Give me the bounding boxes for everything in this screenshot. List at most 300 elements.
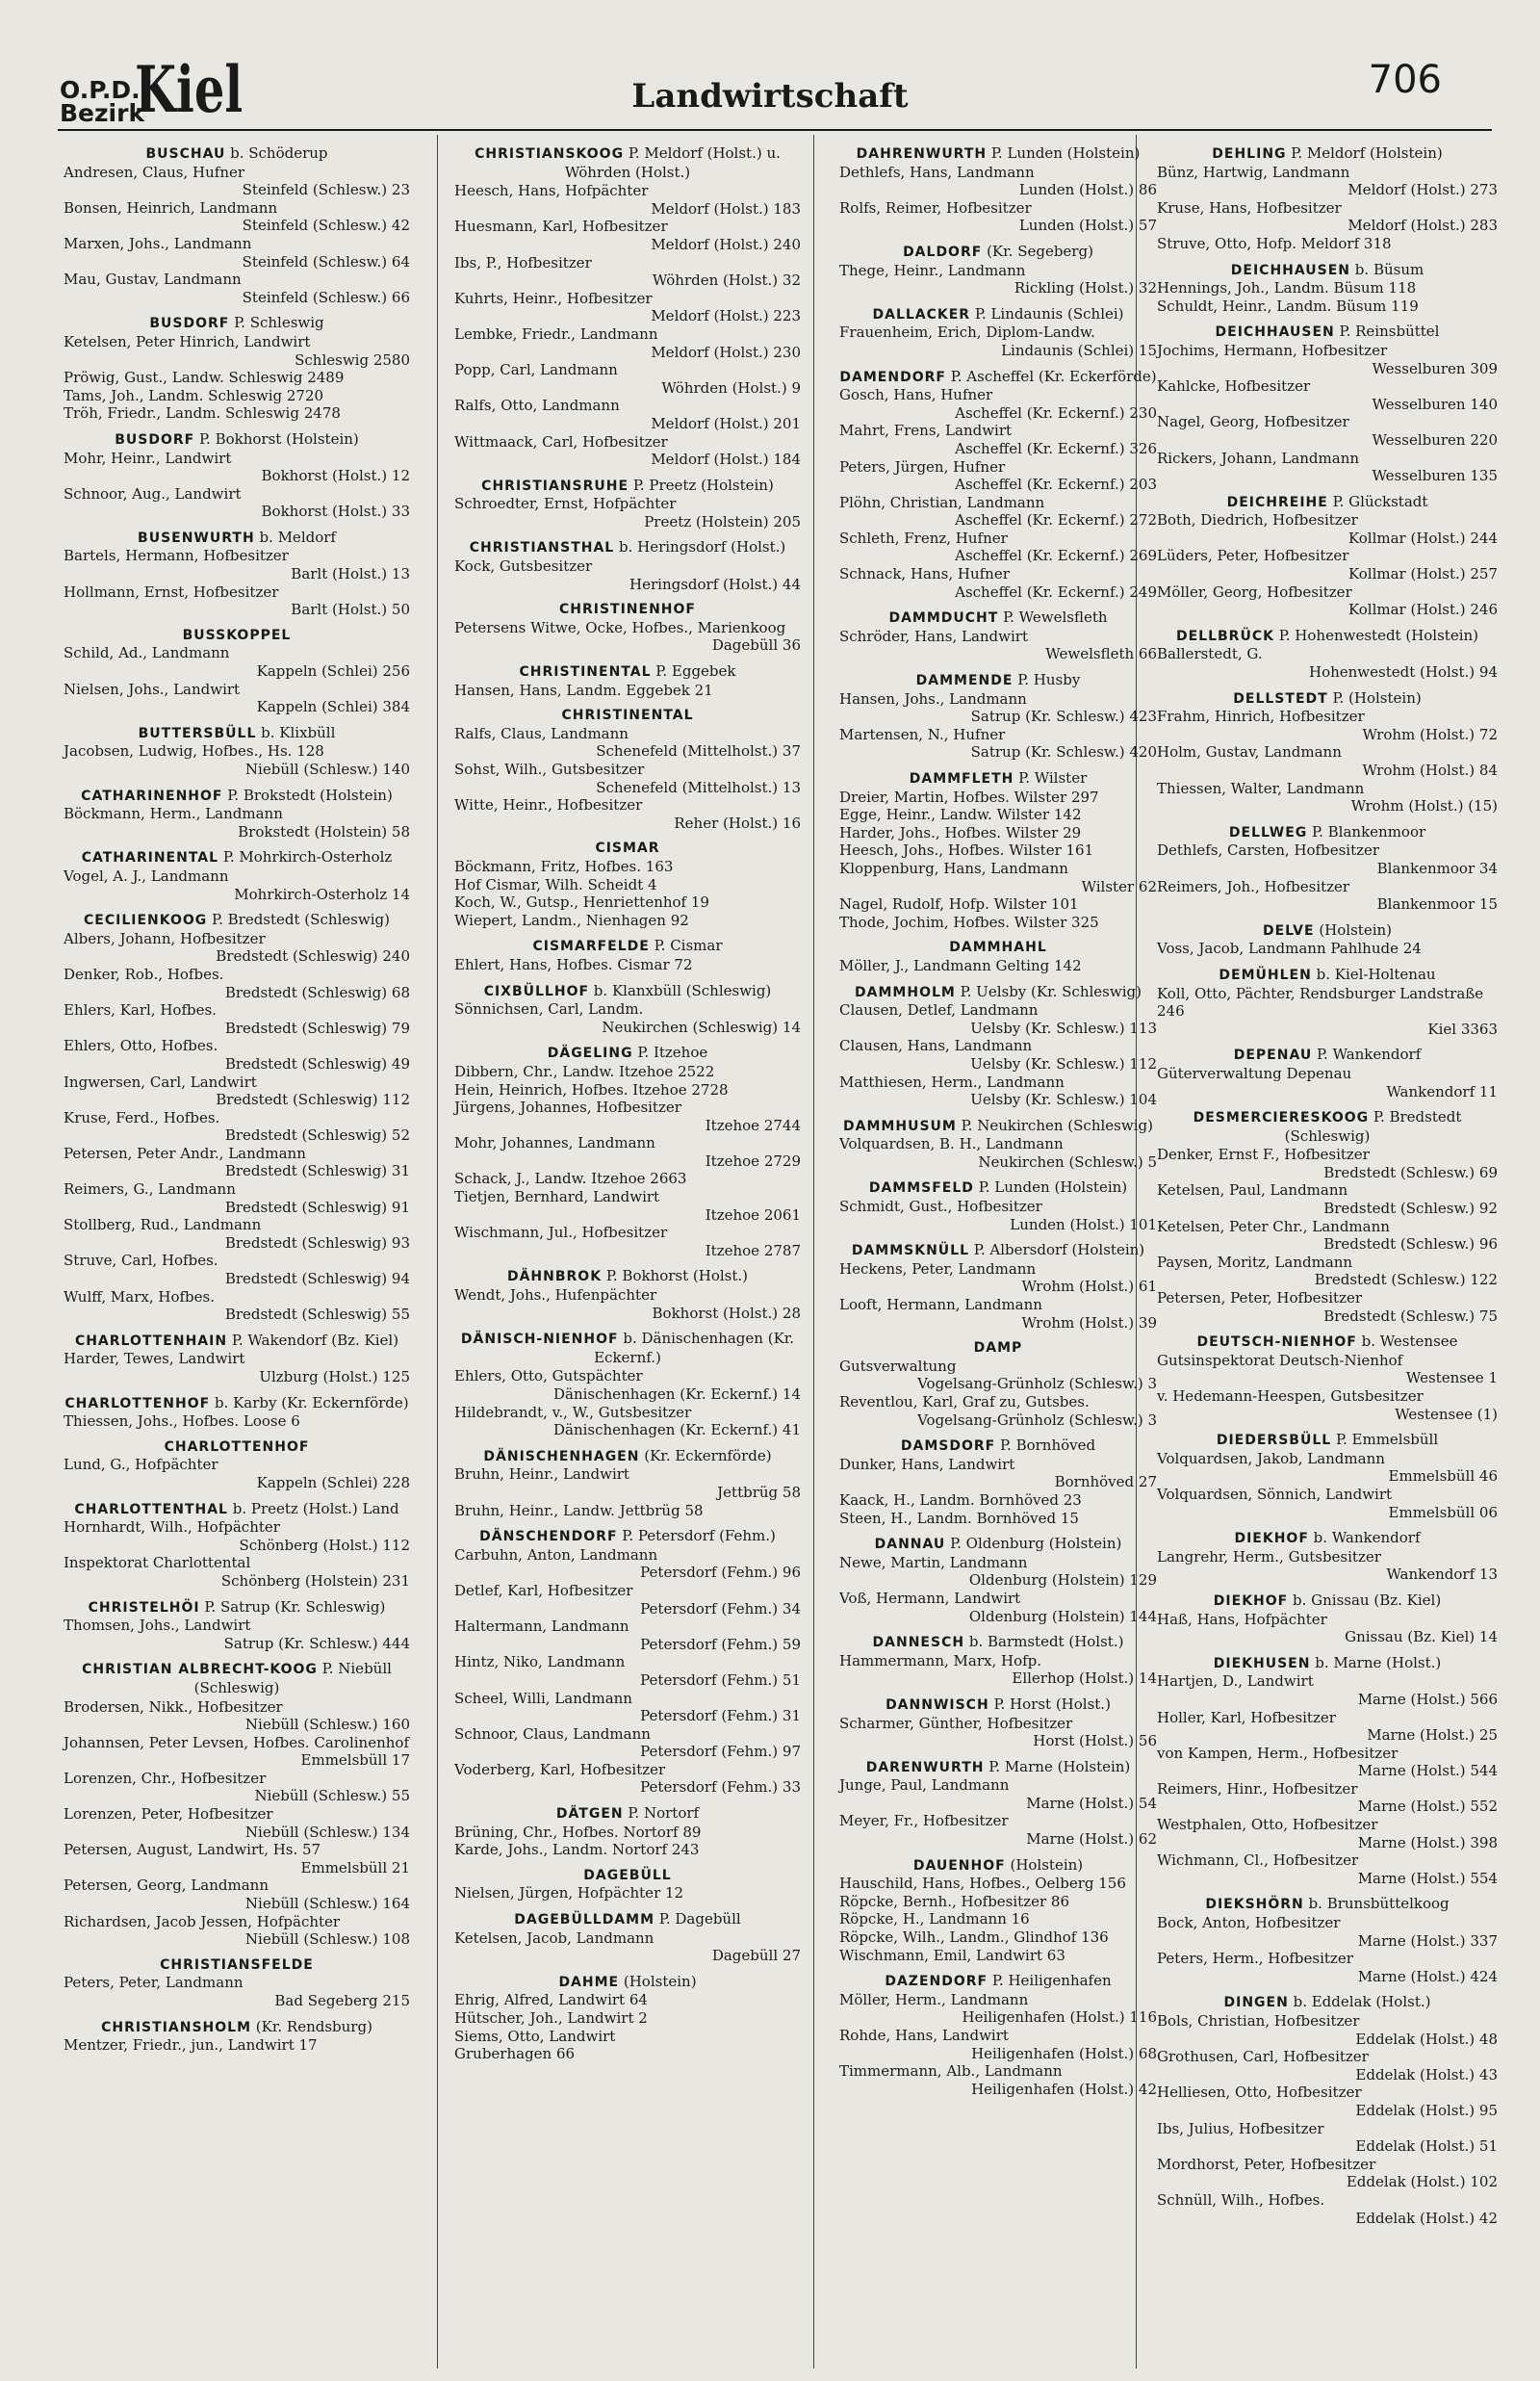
place-heading [454,1973,801,1992]
place-postal-note: b. Meldorf [254,528,336,546]
entry-name-line: Reimers, G., Landmann [64,1180,236,1199]
place-name: CHRISTELHÖI [88,1599,200,1616]
directory-entry [839,1554,1157,1590]
entry-phone-line: Niebüll (Schlesw.) 164 [244,1895,410,1913]
directory-entry [1157,377,1498,413]
entry-phone-line: Lunden (Holst.) 86 [1018,181,1157,199]
directory-entry [454,1063,801,1081]
entry-name-line: Heckens, Peter, Landmann [839,1259,1037,1278]
directory-entry [64,1770,410,1805]
place-heading [839,1695,1157,1715]
place-heading [1157,1529,1498,1548]
place-postal-note: P. Blankenmoor [1307,822,1426,841]
directory-entry [454,1546,801,1582]
directory-entry [1157,1352,1498,1387]
entry-name-line: Koch, W., Gutsp., Henriettenhof 19 [454,893,709,912]
entry-phone-line: Itzehoe 2061 [705,1205,801,1224]
entry-name-line: Timmermann, Alb., Landmann [839,2062,1063,2081]
place-name: DEICHHAUSEN [1230,262,1351,278]
directory-entry [839,1590,1157,1625]
place-postal-note: P. Ascheffel (Kr. Eckerförde) [945,367,1157,385]
place-name: DEHLING [1212,146,1287,162]
place-name: CHRISTINENHOF [558,602,696,618]
entry-phone-line: Emmelsbüll 21 [300,1858,410,1876]
entry-name-line: Frahm, Hinrich, Hofbesitzer [1157,708,1365,726]
directory-entry [1157,1672,1498,1708]
entry-phone-line: Kappeln (Schlei) 256 [256,662,410,681]
place-name: DAMMHAHL [949,940,1047,956]
directory-entry [1157,1816,1498,1851]
place-postal-note: P. Wewelsfleth [998,608,1108,627]
directory-entry [1157,164,1498,199]
directory-entry [64,404,410,423]
directory-entry [64,1037,410,1073]
entry-phone-line: Ascheffel (Kr. Eckernf.) 269 [955,547,1157,565]
place-postal-note: b. Gnissau (Bz. Kiel) [1288,1591,1442,1609]
entry-phone-line: Bad Segeberg 215 [274,1992,410,2009]
directory-entry [839,1875,1157,1893]
place-name: DIEKHOF [1234,1531,1309,1547]
entry-phone-line: Bokhorst (Holst.) 33 [261,503,410,521]
place-name: CHRISTIANSFELDE [160,1956,314,1973]
place-name: CHRISTIANSTHAL [469,540,615,556]
directory-entry [454,761,801,796]
directory-entry [839,860,1157,895]
entry-name-line: Tröh, Friedr., Landm. Schleswig 2478 [64,404,341,423]
entry-name-line: Dreier, Martin, Hofbes. Wilster 297 [839,788,1099,806]
place-postal-note: (Holstein) [1314,920,1393,939]
entry-name-line: Ketelsen, Peter Hinrich, Landwirt [64,332,311,350]
entry-phone-line: Blankenmoor 34 [1376,859,1498,877]
directory-entry [454,1884,801,1902]
place-name: DAHRENWURTH [856,146,988,162]
place-name: DAMMHOLM [855,984,956,1000]
directory-entry [454,1170,801,1188]
entry-name-line: Mohr, Heinr., Landwirt [64,449,232,467]
entry-name-line: Koll, Otto, Pächter, Rendsburger Landstraße 246 [1157,984,1484,1021]
directory-entry [64,1456,410,1491]
entry-phone-line: Meldorf (Holst.) 183 [651,199,801,218]
place-name: DAMMFLETH [909,771,1014,787]
entry-phone-line: Eddelak (Holst.) 102 [1346,2173,1498,2191]
place-heading [1157,323,1498,342]
place-name: DAMMSKNÜLL [851,1243,970,1259]
directory-entry [64,235,410,271]
place-heading [454,662,801,682]
entry-name-line: Meyer, Fr., Hofbesitzer [839,1812,1009,1830]
place-postal-note: (Kr. Eckernförde) [639,1446,772,1464]
directory-entry [839,789,1157,807]
place-name: DAMMDUCHT [888,610,999,627]
entry-name-line: Schnoor, Claus, Landmann [454,1724,651,1743]
directory-entry [1157,583,1498,619]
entry-name-line: Ehlers, Karl, Hofbes. [64,1001,217,1020]
directory-entry [1157,1218,1498,1254]
place-heading [64,787,410,806]
directory-entry [1157,511,1498,547]
place-postal-note: P. Cismar [649,937,723,955]
place-name: DARENWURTH [865,1759,985,1775]
place-name: CHARLOTTENHAIN [74,1333,228,1349]
place-name: DAUENHOF [912,1857,1006,1874]
entry-name-line: Holm, Gustav, Landmann [1157,743,1342,762]
directory-entry [1157,342,1498,377]
entry-phone-line: Petersdorf (Fehm.) 96 [640,1564,801,1582]
entry-phone-line: Bredstedt (Schleswig) 79 [224,1019,410,1037]
entry-phone-line: Petersdorf (Fehm.) 34 [640,1599,801,1618]
opd-label: O.P.D. [60,76,141,104]
directory-entry [454,254,801,290]
entry-phone-line: Wewelsfleth 66 [1045,645,1157,663]
place-name: DAMMSFELD [868,1180,974,1197]
entry-name-line: Böckmann, Herm., Landmann [64,805,283,823]
place-postal-note: b. Dänischenhagen (Kr. Eckernf.) [594,1330,795,1366]
place-heading [1157,627,1498,646]
entry-phone-line: Kappeln (Schlei) 384 [256,698,410,716]
entry-name-line: Nagel, Georg, Hofbesitzer [1157,413,1349,431]
entry-name-line: Schild, Ad., Landmann [64,644,230,662]
entry-name-line: Sohst, Wilh., Gutsbesitzer [454,761,645,778]
entry-name-line: Wischmann, Emil, Landwirt 63 [839,1946,1065,1964]
entry-name-line: Heesch, Hans, Hofpächter [454,182,649,200]
entry-phone-line: Ellerhop (Holst.) 14 [1012,1669,1157,1688]
place-name: BUSDORF [115,431,195,448]
entry-name-line: Haß, Hans, Hofpächter [1157,1610,1327,1628]
place-postal-note: b. Klixbüll [256,723,336,741]
place-heading [1157,261,1498,280]
entry-phone-line: Meldorf (Holst.) 230 [651,343,801,361]
entry-phone-line: Marne (Holst.) 398 [1357,1833,1498,1851]
place-heading [839,144,1157,164]
entry-phone-line: Petersdorf (Fehm.) 59 [640,1635,801,1653]
entry-name-line: Lüders, Peter, Hofbesitzer [1157,547,1349,565]
place-name: CHRISTIANSHOLM [101,2019,252,2035]
entry-phone-line: Emmelsbüll 46 [1388,1467,1498,1486]
place-postal-note: b. Brunsbüttelkoog [1303,1895,1450,1913]
entry-phone-line: Meldorf (Holst.) 273 [1348,181,1498,199]
place-postal-note: (Kr. Segeberg) [982,242,1093,260]
entry-name-line: Struve, Carl, Hofbes. [64,1252,218,1270]
directory-entry [64,1698,410,1734]
directory-entry [839,1001,1157,1037]
directory-entry [839,1910,1157,1928]
entry-name-line: Möller, J., Landmann Gelting 142 [839,956,1082,974]
entry-name-line: Ehlers, Otto, Gutspächter [454,1367,643,1385]
place-heading [454,477,801,496]
directory-entry [454,1465,801,1501]
entry-phone-line: Dagebüll 36 [711,636,801,655]
directory-entry [1157,1387,1498,1423]
place-heading [839,1535,1157,1554]
directory-entry [454,1134,801,1170]
place-postal-note: P. Meldorf (Holstein) [1286,144,1443,162]
place-postal-note: P. Lunden (Holstein) [973,1178,1128,1197]
directory-entry [64,1180,410,1216]
directory-entry [839,628,1157,663]
entry-phone-line: Steinfeld (Schlesw.) 64 [242,252,410,271]
place-name: DEICHREIHE [1226,494,1328,510]
directory-entry [64,1876,410,1912]
entry-name-line: Mohr, Johannes, Landmann [454,1134,655,1152]
entry-phone-line: Heiligenhafen (Holst.) 68 [971,2044,1157,2062]
entry-name-line: Bruhn, Heinr., Landw. Jettbrüg 58 [454,1501,704,1519]
directory-entry [454,725,801,761]
directory-entry [64,1350,410,1385]
directory-entry [64,1109,410,1145]
entry-name-line: Kock, Gutsbesitzer [454,557,593,576]
entry-name-line: Schroedter, Ernst, Hofpächter [454,495,677,513]
entry-name-line: Scheel, Willi, Landmann [454,1689,632,1707]
page-header [0,0,1540,135]
place-heading [454,601,801,619]
entry-name-line: Dethlefs, Hans, Landmann [839,163,1035,181]
entry-name-line: Harder, Johs., Hofbes. Wilster 29 [839,823,1082,841]
entry-phone-line: Marne (Holst.) 25 [1367,1726,1498,1745]
entry-phone-line: Eddelak (Holst.) 48 [1355,2030,1498,2048]
entry-phone-line: Uelsby (Kr. Schlesw.) 104 [970,1091,1157,1109]
entry-name-line: Voderberg, Karl, Hofbesitzer [454,1760,666,1778]
entry-name-line: Hansen, Hans, Landm. Eggebek 21 [454,681,713,699]
place-postal-note: P. Wakendorf (Bz. Kiel) [227,1331,399,1349]
entry-phone-line: Uelsby (Kr. Schlesw.) 112 [970,1054,1157,1073]
directory-entry [64,1805,410,1841]
directory-entry [454,912,801,930]
place-heading [839,1117,1157,1136]
place-postal-note: P. Bornhöved [995,1436,1096,1455]
place-heading [64,848,410,867]
entry-name-line: Lund, G., Hofpächter [64,1456,218,1474]
place-heading [454,840,801,858]
entry-phone-line: Bredstedt (Schleswig) 112 [216,1091,410,1109]
directory-entry [64,450,410,485]
place-heading [1157,966,1498,985]
entry-name-line: Clausen, Detlef, Landmann [839,1001,1039,1020]
entry-phone-line: Bokhorst (Holst.) 12 [261,467,410,485]
directory-entry [839,1135,1157,1171]
place-heading [1157,921,1498,941]
directory-entry [1157,1450,1498,1486]
directory-entry [454,433,801,469]
directory-entry [454,397,801,432]
entry-name-line: Kaack, H., Landm. Bornhöved 23 [839,1490,1082,1509]
entry-name-line: Volquardsen, B. H., Landmann [839,1135,1064,1153]
entry-phone-line: Niebüll (Schlesw.) 55 [254,1787,410,1805]
entry-name-line: Ehlers, Otto, Hofbes. [64,1037,218,1055]
entry-name-line: Schmidt, Gust., Hofbesitzer [839,1198,1042,1216]
entry-name-line: Röpcke, H., Landmann 16 [839,1910,1030,1928]
entry-name-line: Bols, Christian, Hofbesitzer [1157,2012,1360,2030]
entry-name-line: Plöhn, Christian, Landmann [839,493,1045,511]
directory-entry [454,182,801,218]
place-heading [64,430,410,450]
directory-entry [1157,1914,1498,1950]
place-postal-note: P. Bredstedt (Schleswig) [207,911,390,929]
directory-entry [1157,1289,1498,1325]
place-name: CISMARFELDE [532,939,650,955]
entry-name-line: Bünz, Hartwig, Landmann [1157,163,1350,181]
directory-entry [454,1367,801,1403]
entry-phone-line: Itzehoe 2729 [705,1152,801,1170]
entry-name-line: Wittmaack, Carl, Hofbesitzer [454,432,668,451]
directory-column-3 [839,137,1157,2098]
place-postal-note: (Kr. Rendsburg) [251,2017,372,2035]
entry-name-line: Lorenzen, Peter, Hofbesitzer [64,1805,273,1824]
header-rule [58,129,1492,131]
directory-entry [454,1099,801,1134]
entry-phone-line: Brokstedt (Holstein) 58 [238,822,410,841]
entry-phone-line: Horst (Holst.) 56 [1033,1732,1157,1750]
directory-entry [454,325,801,361]
entry-phone-line: Wöhrden (Holst.) 9 [661,378,801,397]
entry-phone-line: Marne (Holst.) 552 [1357,1798,1498,1816]
place-heading [839,1339,1157,1358]
directory-entry [1157,1745,1498,1780]
place-postal-note: P. Husby [1013,671,1081,689]
directory-entry [454,218,801,253]
directory-entry [454,1000,801,1036]
entry-name-line: Both, Diedrich, Hofbesitzer [1157,511,1358,530]
directory-entry [1157,199,1498,235]
directory-entry [454,956,801,974]
entry-phone-line: Meldorf (Holst.) 283 [1348,217,1498,235]
entry-phone-line: Wöhrden (Holst.) 32 [652,272,801,290]
entry-phone-line: Wrohm (Holst.) 72 [1362,725,1498,743]
entry-name-line: Witte, Heinr., Hofbesitzer [454,796,643,815]
place-postal-note: P. Mohrkirch-Osterholz [218,848,393,867]
place-heading [1157,823,1498,842]
place-heading [454,1867,801,1885]
place-heading [839,1241,1157,1260]
place-postal-note: P. Lunden (Holstein) [987,144,1141,162]
entry-phone-line: Schenefeld (Mittelholst.) 37 [596,742,801,761]
directory-entry [839,824,1157,842]
place-name: DALLACKER [872,306,971,323]
directory-entry [1157,1851,1498,1887]
place-heading [1157,493,1498,512]
directory-entry [64,1288,410,1324]
entry-name-line: Röpcke, Wilh., Landm., Glindhof 136 [839,1928,1109,1947]
place-name: DAMENDORF [839,369,946,385]
place-postal-note: P. Bokhorst (Holst.) [602,1267,749,1285]
entry-name-line: Sönnichsen, Carl, Landm. [454,1000,644,1019]
place-postal-note: P. Oldenburg (Holstein) [945,1535,1122,1553]
entry-name-line: Kahlcke, Hofbesitzer [1157,377,1311,396]
entry-name-line: Wichmann, Cl., Hofbesitzer [1157,1851,1359,1870]
directory-entry [1157,1611,1498,1646]
directory-entry [64,485,410,521]
entry-phone-line: Itzehoe 2744 [705,1116,801,1134]
directory-entry [1157,279,1498,298]
place-name: CHRISTINENTAL [561,708,694,724]
entry-phone-line: Ascheffel (Kr. Eckernf.) 326 [955,439,1157,457]
entry-phone-line: Westensee (1) [1395,1405,1498,1423]
entry-name-line: Peters, Peter, Landmann [64,1974,244,1992]
directory-entry [839,422,1157,457]
entry-phone-line: Bredstedt (Schleswig) 240 [216,947,410,966]
directory-entry [839,2062,1157,2098]
place-name: DIEDERSBÜLL [1216,1433,1332,1449]
directory-entry [454,876,801,894]
directory-entry [839,2027,1157,2062]
entry-name-line: Carbuhn, Anton, Landmann [454,1545,658,1564]
directory-entry [1157,1065,1498,1100]
entry-name-line: Petersens Witwe, Ocke, Hofbes., Marienkoog [454,618,786,636]
entry-phone-line: Niebüll (Schlesw.) 108 [244,1930,410,1949]
entry-phone-line: Bredstedt (Schleswig) 91 [224,1198,410,1216]
entry-phone-line: Bredstedt (Schleswig) 94 [224,1270,410,1288]
entry-phone-line: Dänischenhagen (Kr. Eckernf.) 41 [553,1421,801,1439]
place-name: DÄHNBROK [506,1269,603,1285]
directory-entry [1157,743,1498,779]
entry-phone-line: Kiel 3363 [1427,1020,1498,1038]
entry-name-line: Reventlou, Karl, Graf zu, Gutsbes. [839,1393,1090,1410]
directory-entry [454,1761,801,1797]
place-postal-note: P. Dagebüll [654,1910,741,1928]
entry-phone-line: Bredstedt (Schleswig) 55 [224,1306,410,1324]
place-postal-note: P. Bokhorst (Holstein) [194,429,359,448]
entry-name-line: Röpcke, Bernh., Hofbesitzer 86 [839,1892,1069,1910]
entry-name-line: Looft, Hermann, Landmann [839,1296,1042,1314]
entry-phone-line: Wesselburen 140 [1372,395,1498,413]
place-postal-note: b. Heringsdorf (Holst.) [614,538,786,556]
entry-name-line: Ballerstedt, G. [1157,645,1263,663]
directory-entry [1157,547,1498,582]
entry-name-line: Mentzer, Friedr., jun., Landwirt 17 [64,2036,318,2055]
entry-phone-line: Kollmar (Holst.) 257 [1348,565,1498,583]
directory-entry [64,583,410,619]
entry-phone-line: Steinfeld (Schlesw.) 66 [242,288,410,306]
place-heading [454,538,801,557]
place-heading [1157,1654,1498,1673]
entry-phone-line: Emmelsbüll 06 [1388,1503,1498,1521]
directory-entry [839,262,1157,298]
entry-name-line: Hein, Heinrich, Hofbes. Itzehoe 2728 [454,1080,729,1099]
page-number: 706 [1368,58,1442,102]
entry-name-line: Hollmann, Ernst, Hofbesitzer [64,582,279,601]
directory-entry [1157,2083,1498,2119]
entry-name-line: Petersen, Georg, Landmann [64,1876,269,1895]
place-postal-note: P. Neukirchen (Schleswig) [956,1116,1153,1134]
entry-name-line: Ibs, P., Hofbesitzer [454,253,592,272]
directory-entry [1157,1709,1498,1745]
place-heading [839,1633,1157,1652]
directory-entry [64,1518,410,1554]
entry-phone-line: Wankendorf 13 [1386,1566,1498,1584]
place-name: DAZENDORF [885,1974,988,1990]
place-name: BUSENWURTH [138,530,255,546]
place-name: DANNESCH [872,1635,965,1651]
place-heading [64,2018,410,2037]
entry-name-line: Reimers, Joh., Hofbesitzer [1157,877,1350,895]
entry-name-line: Schleth, Frenz, Hufner [839,529,1008,547]
place-postal-note: P. Schleswig [229,314,324,332]
directory-entry [454,893,801,912]
entry-phone-line: Uelsby (Kr. Schlesw.) 113 [970,1019,1157,1037]
directory-entry [839,957,1157,975]
directory-entry [1157,841,1498,877]
directory-entry [64,1216,410,1252]
directory-entry [64,1252,410,1287]
place-heading [454,1910,801,1929]
place-name: DELLSTEDT [1233,690,1328,707]
directory-entry [1157,708,1498,743]
entry-phone-line: Bredstedt (Schlesw.) 96 [1323,1235,1498,1254]
entry-name-line: Stollberg, Rud., Landmann [64,1216,262,1234]
place-postal-note: P. Brokstedt (Holstein) [222,786,393,804]
place-name: DALDORF [903,244,983,260]
entry-phone-line: Eddelak (Holst.) 43 [1355,2065,1498,2083]
entry-name-line: Böckmann, Fritz, Hofbes. 163 [454,857,674,875]
